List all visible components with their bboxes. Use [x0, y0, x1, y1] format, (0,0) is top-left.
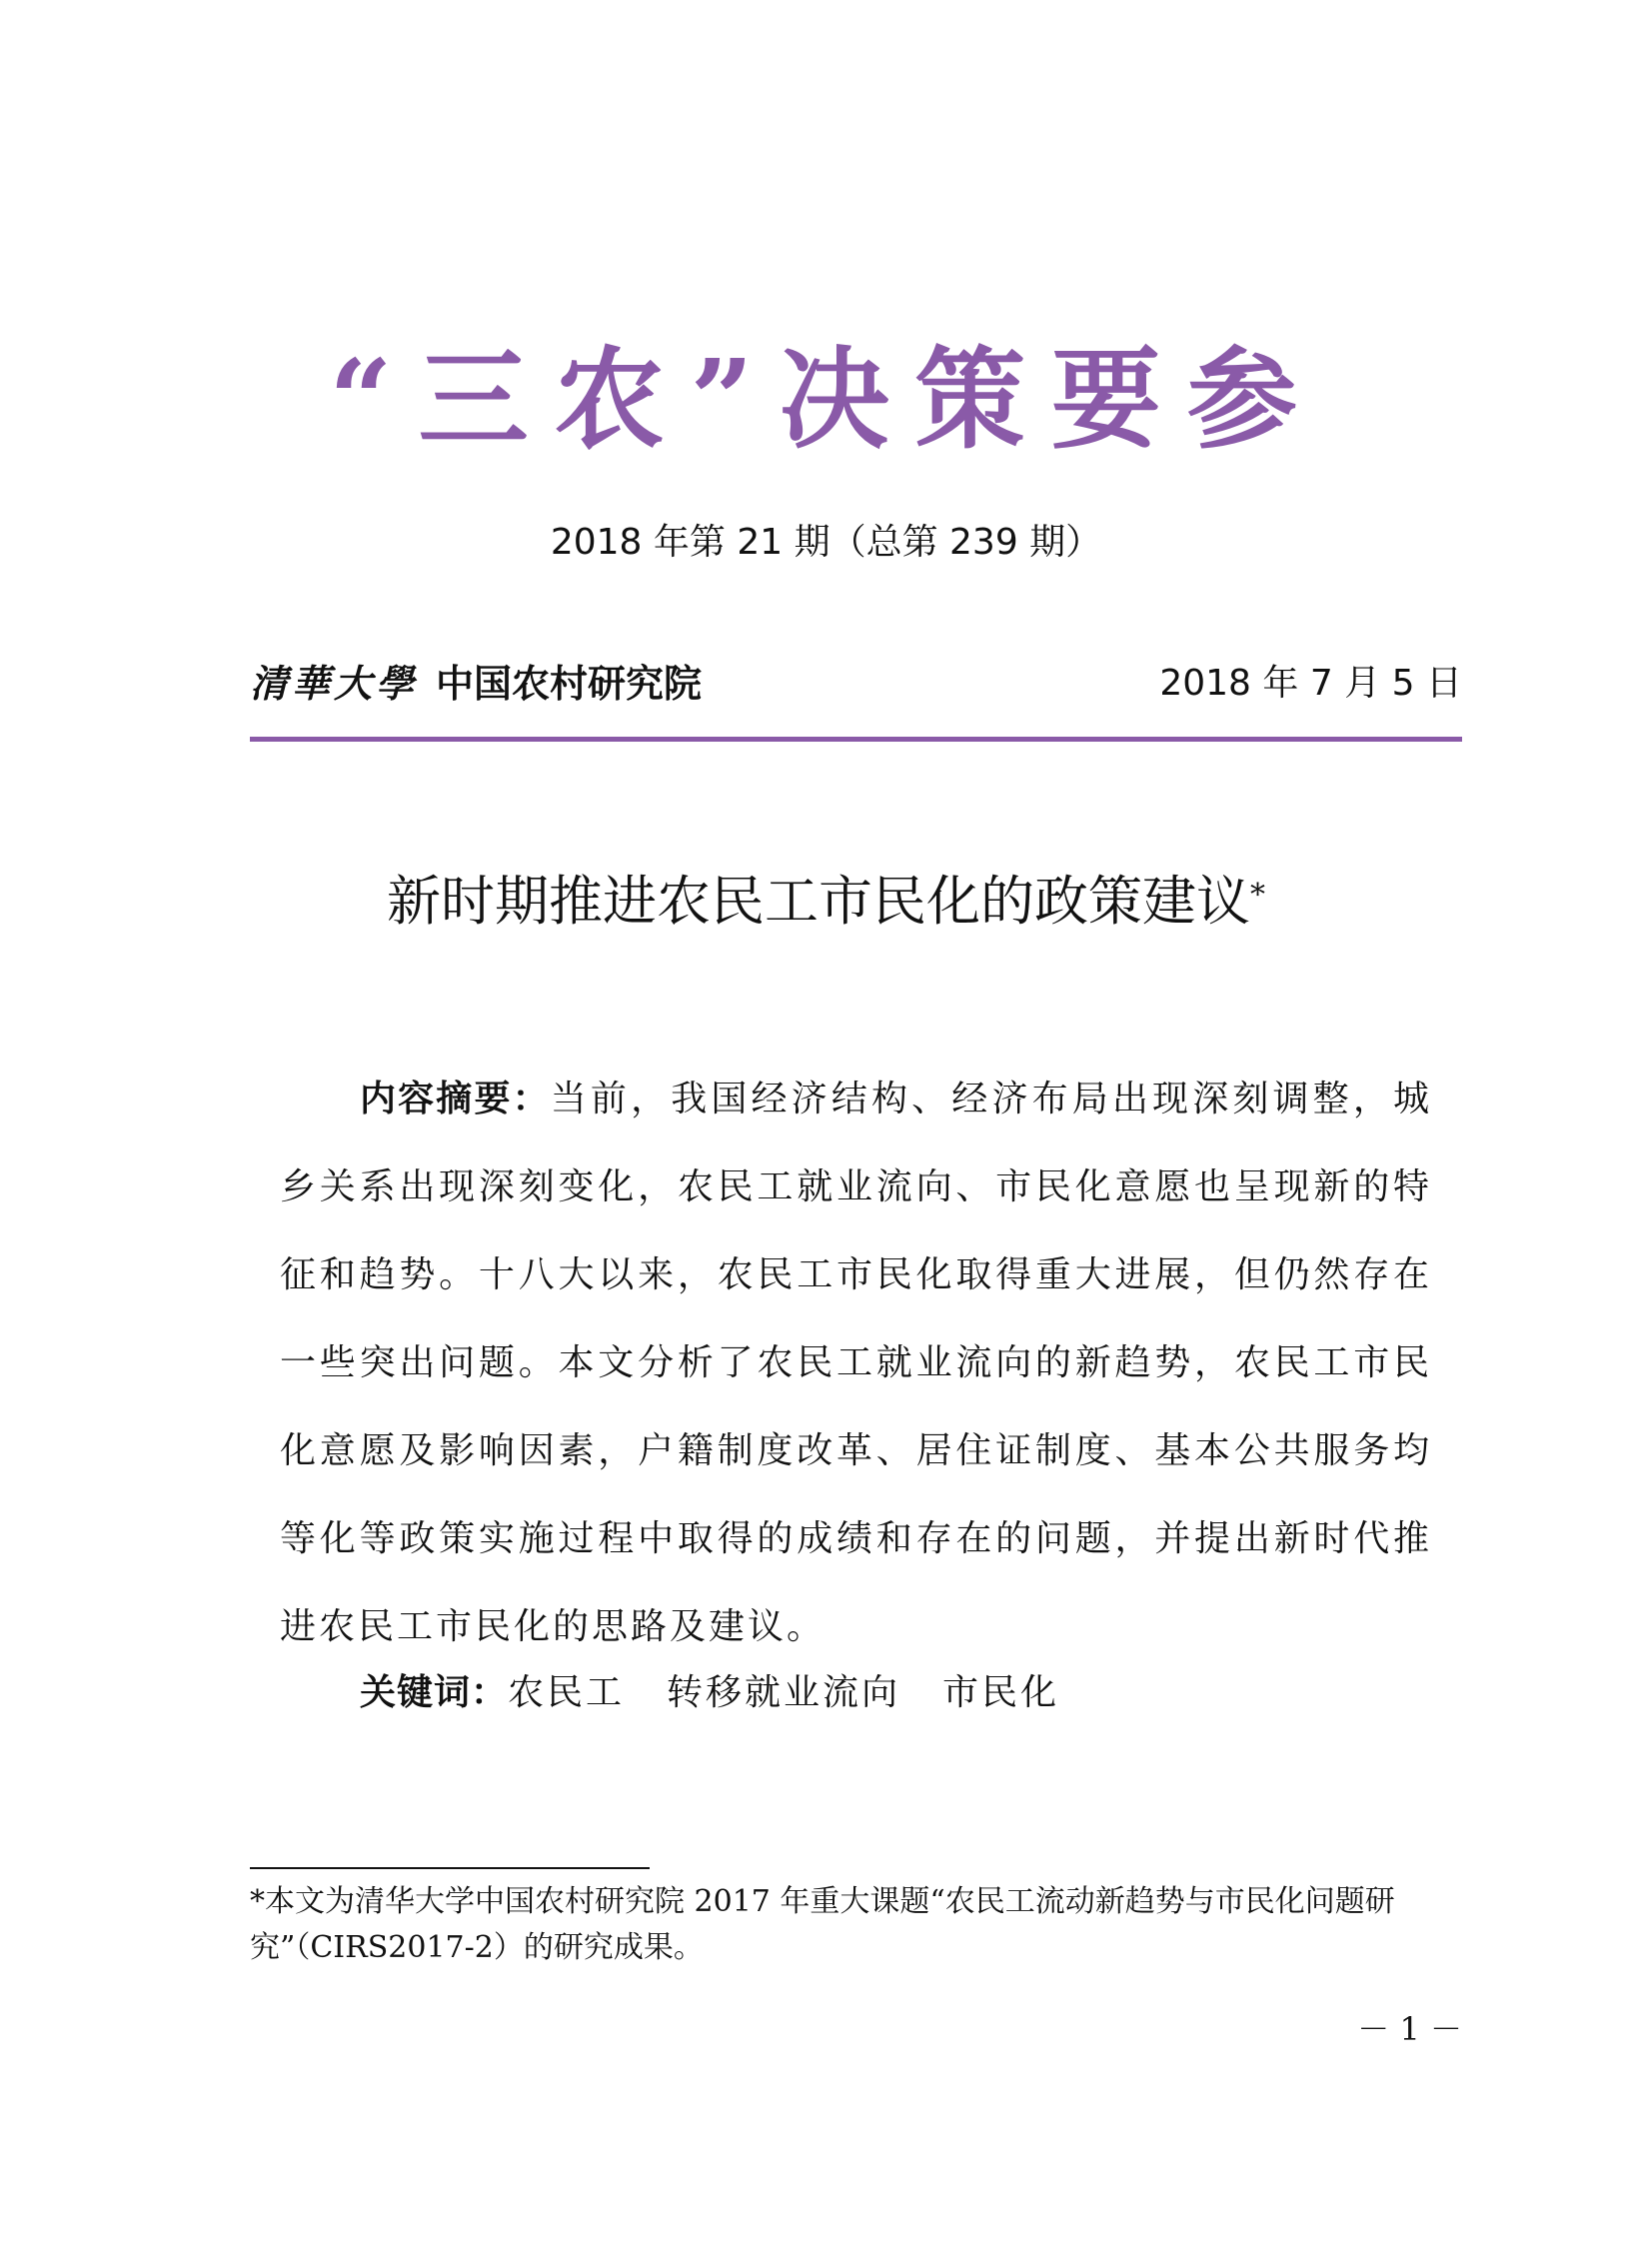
keywords-label: 关键词：: [360, 1672, 509, 1713]
masthead-text: “三农”决策要参: [329, 335, 1323, 464]
keyword: 市民化: [942, 1672, 1060, 1713]
issue-number: 2018 年第 21 期（总第 239 期）: [550, 522, 1102, 563]
keyword: 转移就业流向: [667, 1672, 901, 1713]
publication-date: 2018 年 7 月 5 日: [1159, 663, 1462, 704]
keywords: [360, 1663, 1101, 1723]
footnote: *本文为清华大学中国农村研究院 2017 年重大课题“农民工流动新趋势与市民化问题研究”（CIRS2017-2）的研究成果。: [250, 1884, 1395, 1965]
publisher: [250, 658, 702, 710]
abstract: [280, 1056, 1432, 1671]
article-title: [0, 862, 1652, 942]
article-title-text: 新时期推进农民工市民化的政策建议: [387, 870, 1250, 933]
abstract-text: 当前，我国经济结构、经济布局出现深刻调整，城乡关系出现深刻变化，农民工就业流向、市民化意愿也呈现新的特征和趋势。十八大以来，农民工市民化取得重大进展，但仍然存在一些突出问题。本文分析了农民工就业流向的新趋势，农民工市民化意愿及影响因素，户籍制度改革、居住证制度、基本公共服务均等化等政策实施过程中取得的成绩和存在的问题，并提出新时代推进农民工市民化的思路及建议。: [280, 1079, 1432, 1647]
keyword: 农民工: [508, 1672, 626, 1713]
institute-name: 中国农村研究院: [436, 662, 703, 706]
abstract-label: 内容摘要：: [360, 1079, 551, 1120]
university-name: 清華大學: [250, 661, 419, 706]
page-number: － 1 －: [1357, 2010, 1462, 2048]
footnote-marker: *: [1250, 878, 1265, 913]
header-divider: [250, 737, 1462, 742]
masthead-title: [0, 330, 1652, 470]
footnote-divider: [250, 1867, 650, 1869]
